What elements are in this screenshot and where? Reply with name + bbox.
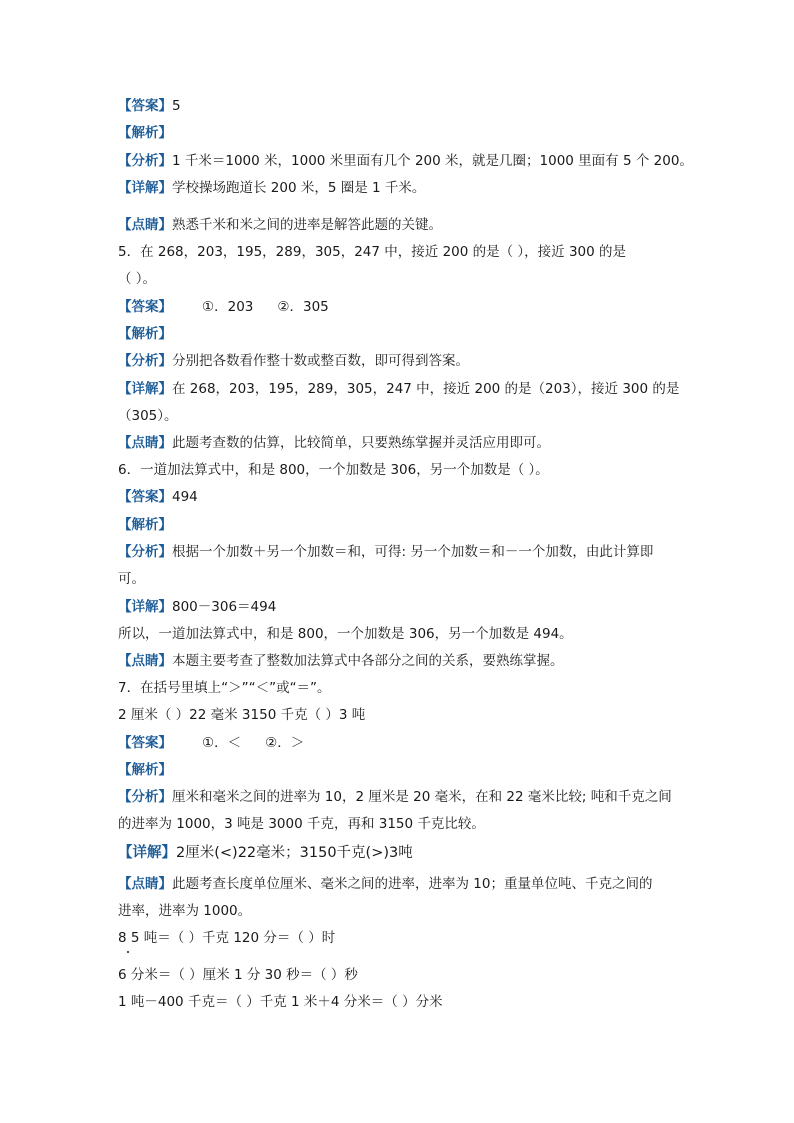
fenxi-tag: 【分析】 — [118, 153, 172, 169]
q5-comment: 此题考查数的估算，比较简单，只要熟练掌握并灵活应用即可。 — [172, 435, 550, 451]
answer-tag: 【答案】 — [118, 299, 172, 315]
q7-analysis-line — [118, 761, 172, 779]
q7-detail: 2厘米(<)22毫米；3150千克(>)3吨 — [176, 845, 413, 861]
q6-fenxi-line1 — [118, 543, 653, 561]
q6-answer: 494 — [172, 489, 198, 505]
q4-analysis-line — [118, 124, 172, 142]
q6-extra-line: 所以，一道加法算式中，和是 800，一个加数是 306，另一个加数是 494。 — [118, 626, 573, 642]
q7-answer-line — [118, 734, 304, 752]
analysis-tag: 【解析】 — [118, 326, 172, 342]
q5-comment-line — [118, 434, 550, 452]
q7-comment-line2: 进率，进率为 1000。 — [118, 903, 252, 919]
fenxi-tag: 【分析】 — [118, 353, 172, 369]
q7-fenxi1: 厘米和毫米之间的进率为 10，2 厘米是 20 毫米，在和 22 毫米比较; 吨和千克之间 — [172, 789, 672, 805]
q6-fenxi-line2: 可。 — [118, 571, 145, 587]
q5-analysis-line — [118, 325, 172, 343]
q5-detail-line1 — [118, 380, 679, 398]
q5-fenxi-line — [118, 352, 469, 370]
q4-detail-line — [118, 179, 425, 197]
q7-fenxi-line2: 的进率为 1000，3 吨是 3000 千克，再和 3150 千克比较。 — [118, 816, 485, 832]
q6-stem-line: 6．一道加法算式中，和是 800，一个加数是 306，另一个加数是（ ）。 — [118, 462, 549, 478]
q4-fenxi: 1 千米＝1000 米，1000 米里面有几个 200 米，就是几圈；1000 里面有 5 个 200。 — [172, 153, 693, 169]
comment-tag: 【点睛】 — [118, 435, 172, 451]
comment-tag: 【点睛】 — [118, 653, 172, 669]
detail-tag: 【详解】 — [118, 180, 172, 196]
q8-row3: 1 吨－400 千克＝（ ）千克 1 米＋4 分米＝（ ）分米 — [118, 994, 443, 1010]
q5-stem-line2: （ ）。 — [118, 271, 157, 287]
q7-comment1: 此题考查长度单位厘米、毫米之间的进率，进率为 10；重量单位吨、千克之间的 — [172, 876, 653, 892]
detail-tag: 【详解】 — [118, 381, 172, 397]
q8-row2: 6 分米＝（ ）厘米 1 分 30 秒＝（ ）秒 — [118, 967, 358, 983]
q7-stem-line: 7．在括号里填上“＞”“＜”或“＝”。 — [118, 680, 331, 696]
q5-detail1: 在 268，203，195，289，305，247 中，接近 200 的是（203），接近 300 的是 — [172, 381, 680, 397]
analysis-tag: 【解析】 — [118, 125, 172, 141]
q6-analysis-line — [118, 516, 172, 534]
q6-detail: 800－306＝494 — [172, 599, 277, 615]
comment-tag: 【点睛】 — [118, 217, 172, 233]
q6-answer-line — [118, 488, 198, 506]
q5-stem-line1: 5．在 268，203，195，289，305，247 中，接近 200 的是（ ），接近 300 的是 — [118, 244, 627, 260]
q7-fenxi-line1 — [118, 788, 672, 806]
q4-comment-line — [118, 216, 442, 234]
q6-detail-line — [118, 598, 276, 616]
comment-tag: 【点睛】 — [118, 876, 172, 892]
q7-detail-line — [118, 844, 413, 862]
analysis-tag: 【解析】 — [118, 517, 172, 533]
q5-answer-line — [118, 298, 329, 316]
q5-detail-line2: （305）。 — [118, 408, 178, 424]
answer-tag: 【答案】 — [118, 489, 172, 505]
q4-comment: 熟悉千米和米之间的进率是解答此题的关键。 — [172, 217, 442, 233]
q4-answer: 5 — [172, 98, 181, 114]
q6-comment: 本题主要考查了整数加法算式中各部分之间的关系，要熟练掌握。 — [172, 653, 564, 669]
q7-answer-b: ②．＞ — [265, 735, 305, 751]
q5-answer-b: ②．305 — [277, 299, 329, 315]
fenxi-tag: 【分析】 — [118, 789, 172, 805]
q5-fenxi: 分别把各数看作整十数或整百数，即可得到答案。 — [172, 353, 469, 369]
analysis-tag: 【解析】 — [118, 762, 172, 778]
answer-tag: 【答案】 — [118, 735, 172, 751]
fenxi-tag: 【分析】 — [118, 544, 172, 560]
detail-tag: 【详解】 — [118, 845, 176, 861]
q6-fenxi1: 根据一个加数＋另一个加数＝和，可得: 另一个加数＝和－一个加数，由此计算即 — [172, 544, 654, 560]
answer-tag: 【答案】 — [118, 98, 172, 114]
q8-row1: 8 5 吨＝（ ）千克 120 分＝（ ）时 — [118, 930, 336, 946]
stray-dot — [127, 951, 129, 953]
detail-tag: 【详解】 — [118, 599, 172, 615]
q7-comment-line1 — [118, 875, 652, 893]
q4-detail: 学校操场跑道长 200 米，5 圈是 1 千米。 — [172, 180, 426, 196]
q7-answer-a: ①．＜ — [202, 735, 242, 751]
q4-fenxi-line — [118, 152, 693, 170]
q7-row-line: 2 厘米（ ）22 毫米 3150 千克（ ）3 吨 — [118, 707, 366, 723]
q4-answer-line — [118, 97, 181, 115]
q5-answer-a: ①．203 — [202, 299, 254, 315]
q6-comment-line — [118, 652, 564, 670]
